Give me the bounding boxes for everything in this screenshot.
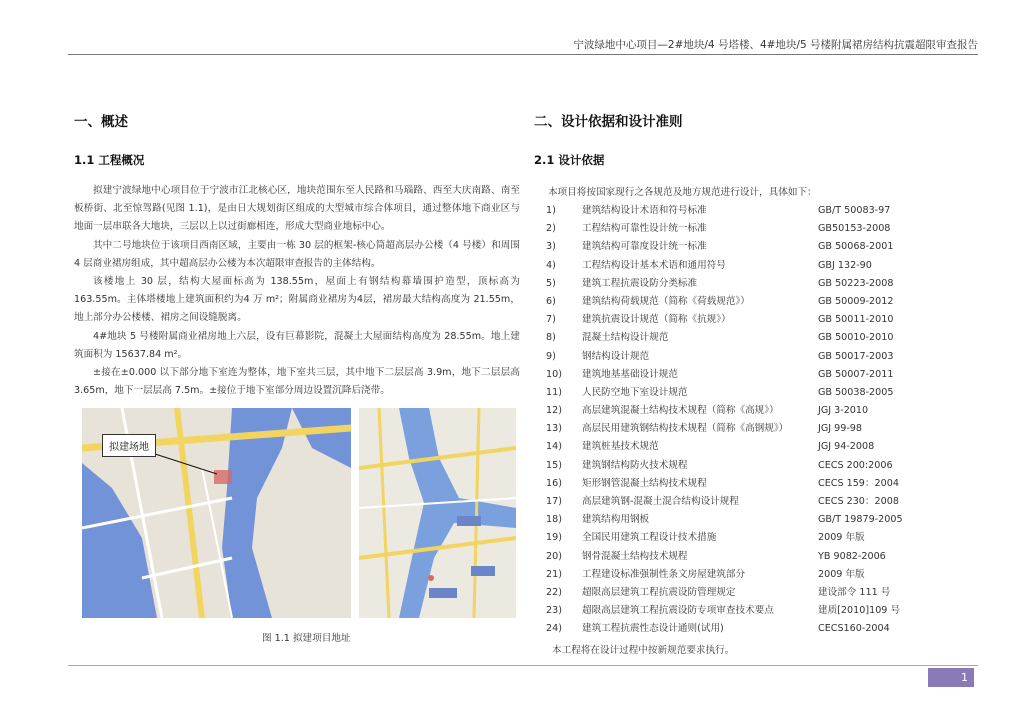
- list-item: [546, 584, 946, 602]
- item-name: 建筑工程抗震性态设计通则(试用): [582, 623, 724, 635]
- item-name: 建筑结构用钢板: [582, 514, 650, 526]
- item-code: GB 50007-2011: [818, 368, 894, 380]
- item-code: 2009 年版: [818, 532, 865, 544]
- list-item: [546, 529, 946, 547]
- item-name: 建筑钢结构防火技术规程: [582, 459, 688, 471]
- item-code: GB 50010-2010: [818, 332, 894, 344]
- item-code: 2009 年版: [818, 568, 865, 580]
- standards-intro: 本项目将按国家现行之各规范及地方规范进行设计，具体如下：: [548, 187, 817, 198]
- item-number: 9): [546, 350, 556, 362]
- list-item: [546, 348, 946, 366]
- item-code: GBJ 132-90: [818, 259, 872, 271]
- item-code: 建设部令 111 号: [818, 586, 891, 598]
- item-code: GB 50038-2005: [818, 386, 894, 398]
- item-number: 19): [546, 532, 562, 544]
- item-number: 4): [546, 259, 556, 271]
- item-number: 16): [546, 477, 562, 489]
- item-name: 全国民用建筑工程设计技术措施: [582, 532, 717, 544]
- item-code: GB 50017-2003: [818, 350, 894, 362]
- item-name: 工程建设标准强制性条文房屋建筑部分: [582, 568, 746, 580]
- paragraph: 拟建宁波绿地中心项目位于宁波市江北核心区，地块范围东至人民路和马瑙路、西至大庆南路、南至板桥街、北至惊驾路(见图 1.1)，是由日大规划街区组成的大型城市综合体项目，通过整体地下商业区与地面一层串联各大地块，三层以上以过街廊相连，形成大型商业地标中心。: [74, 185, 520, 233]
- item-number: 23): [546, 605, 562, 617]
- item-code: GB 50009-2012: [818, 295, 894, 307]
- item-number: 13): [546, 423, 562, 435]
- section-title-overview: 一、概述: [74, 114, 128, 130]
- item-name: 超限高层建筑工程抗震设防专项审查技术要点: [582, 605, 774, 617]
- item-name: 人民防空地下室设计规范: [582, 386, 688, 398]
- header-title: 宁波绿地中心项目—2#地块/4 号塔楼、4#地块/5 号楼附属裙房结构抗震超限审查报告: [573, 39, 978, 51]
- item-name: 建筑结构可靠度设计统一标准: [582, 241, 707, 253]
- item-name: 高层建筑混凝土结构技术规程（简称《高规》）: [582, 405, 779, 417]
- paragraph: 4#地块 5 号楼附属商业裙房地上六层，设有巨幕影院，混凝土大屋面结构高度为 28.55m。地上建筑面积为 15637.84 m²。: [74, 330, 520, 360]
- item-number: 21): [546, 568, 562, 580]
- item-code: GB 50068-2001: [818, 241, 894, 253]
- standards-list: [546, 202, 946, 639]
- item-number: 5): [546, 277, 556, 289]
- list-item: [546, 311, 946, 329]
- page-number: 1: [928, 668, 974, 687]
- item-name: 钢骨混凝土结构技术规程: [582, 550, 688, 562]
- item-code: JGJ 94-2008: [818, 441, 875, 453]
- item-name: 混凝土结构设计规范: [582, 332, 669, 344]
- list-item: [546, 329, 946, 347]
- item-code: JGJ 3-2010: [818, 405, 869, 417]
- header-rule: [68, 54, 978, 55]
- item-number: 3): [546, 241, 556, 253]
- closing-note: 本工程将在设计过程中按新规范要求执行。: [552, 645, 735, 656]
- footer-rule: [68, 665, 978, 666]
- list-item: [546, 384, 946, 402]
- paragraph: ±接在±0.000 以下部分地下室连为整体，地下室共三层，其中地下二层层高 3.9m，地下二层层高 3.65m，地下一层层高 7.5m。±接位于地下室部分周边设置沉降后浇带。: [74, 367, 520, 397]
- list-item: [546, 202, 946, 220]
- figure-caption: 图 1.1 拟建项目地址: [262, 633, 351, 644]
- item-code: GB/T 19879-2005: [818, 514, 903, 526]
- item-name: 高层建筑钢-混凝土混合结构设计规程: [582, 496, 739, 507]
- item-name: 建筑结构设计术语和符号标准: [582, 205, 707, 216]
- item-code: YB 9082-2006: [818, 550, 886, 562]
- item-number: 10): [546, 368, 562, 380]
- list-item: [546, 438, 946, 456]
- list-item: [546, 548, 946, 566]
- map-site-label: 拟建场地: [102, 434, 156, 457]
- list-item: [546, 511, 946, 529]
- paragraph: 其中二号地块位于该项目西南区域，主要由一栋 30 层的框架-核心筒超高层办公楼（4 号楼）和周围 4 层商业裙房组成，其中超高层办公楼为本次超限审查报告的主体结构。: [74, 239, 520, 269]
- item-number: 20): [546, 550, 562, 562]
- item-number: 2): [546, 223, 556, 235]
- item-number: 24): [546, 623, 562, 635]
- list-item: [546, 420, 946, 438]
- item-number: 1): [546, 205, 556, 216]
- item-name: 建筑工程抗震设防分类标准: [582, 277, 698, 289]
- item-code: GB 50011-2010: [818, 314, 894, 326]
- item-name: 工程结构可靠性设计统一标准: [582, 223, 707, 235]
- item-number: 12): [546, 405, 562, 417]
- item-number: 14): [546, 441, 562, 453]
- list-item: [546, 620, 946, 638]
- item-name: 超限高层建筑工程抗震设防管理规定: [582, 586, 736, 598]
- item-code: GB 50223-2008: [818, 277, 894, 289]
- item-name: 建筑地基基础设计规范: [582, 368, 678, 380]
- list-item: [546, 493, 946, 511]
- item-number: 7): [546, 314, 556, 326]
- item-name: 工程结构设计基本术语和通用符号: [582, 259, 726, 271]
- item-code: JGJ 99-98: [818, 423, 863, 435]
- item-number: 6): [546, 295, 556, 307]
- list-item: [546, 238, 946, 256]
- item-code: 建质[2010]109 号: [818, 605, 901, 617]
- item-code: GB/T 50083-97: [818, 205, 891, 216]
- item-name: 建筑抗震设计规范（简称《抗规》）: [582, 314, 731, 326]
- list-item: [546, 602, 946, 620]
- item-code: GB50153-2008: [818, 223, 891, 235]
- item-code: CECS 230：2008: [818, 496, 899, 507]
- list-item: [546, 220, 946, 238]
- item-name: 钢结构设计规范: [582, 350, 650, 362]
- item-name: 建筑结构荷载规范（简称《荷载规范》）: [582, 295, 750, 307]
- item-code: CECS 159：2004: [818, 477, 899, 489]
- section-title-design-basis: 二、设计依据和设计准则: [534, 114, 683, 130]
- item-name: 建筑桩基技术规范: [582, 441, 659, 453]
- list-item: [546, 566, 946, 584]
- subsection-title-basis: 2.1 设计依据: [534, 153, 605, 167]
- list-item: [546, 457, 946, 475]
- list-item: [546, 366, 946, 384]
- list-item: [546, 275, 946, 293]
- subsection-title-project: 1.1 工程概况: [74, 153, 145, 167]
- item-number: 18): [546, 514, 562, 526]
- list-item: [546, 402, 946, 420]
- item-number: 15): [546, 459, 562, 471]
- item-number: 8): [546, 332, 556, 344]
- item-number: 17): [546, 496, 562, 507]
- item-code: CECS160-2004: [818, 623, 890, 635]
- city-map-overview: [359, 408, 516, 618]
- item-name: 矩形钢管混凝土结构技术规程: [582, 477, 707, 489]
- site-map-detail: [82, 408, 351, 618]
- list-item: [546, 293, 946, 311]
- list-item: [546, 257, 946, 275]
- item-number: 22): [546, 586, 562, 598]
- overview-text: [74, 182, 520, 400]
- list-item: [546, 475, 946, 493]
- item-code: CECS 200:2006: [818, 459, 893, 471]
- item-name: 高层民用建筑钢结构技术规程（简称《高钢规》）: [582, 423, 789, 435]
- item-number: 11): [546, 386, 562, 398]
- paragraph: 该楼地上 30 层，结构大屋面标高为 138.55m，屋面上有钢结构幕墙围护造型，顶标高为 163.55m。主体塔楼地上建筑面积约为4 万 m²；附属商业裙房为4层，裙房最大结构高度为 21.55m，地上部分办公楼楼、裙房之间设缝脱离。: [74, 276, 520, 324]
